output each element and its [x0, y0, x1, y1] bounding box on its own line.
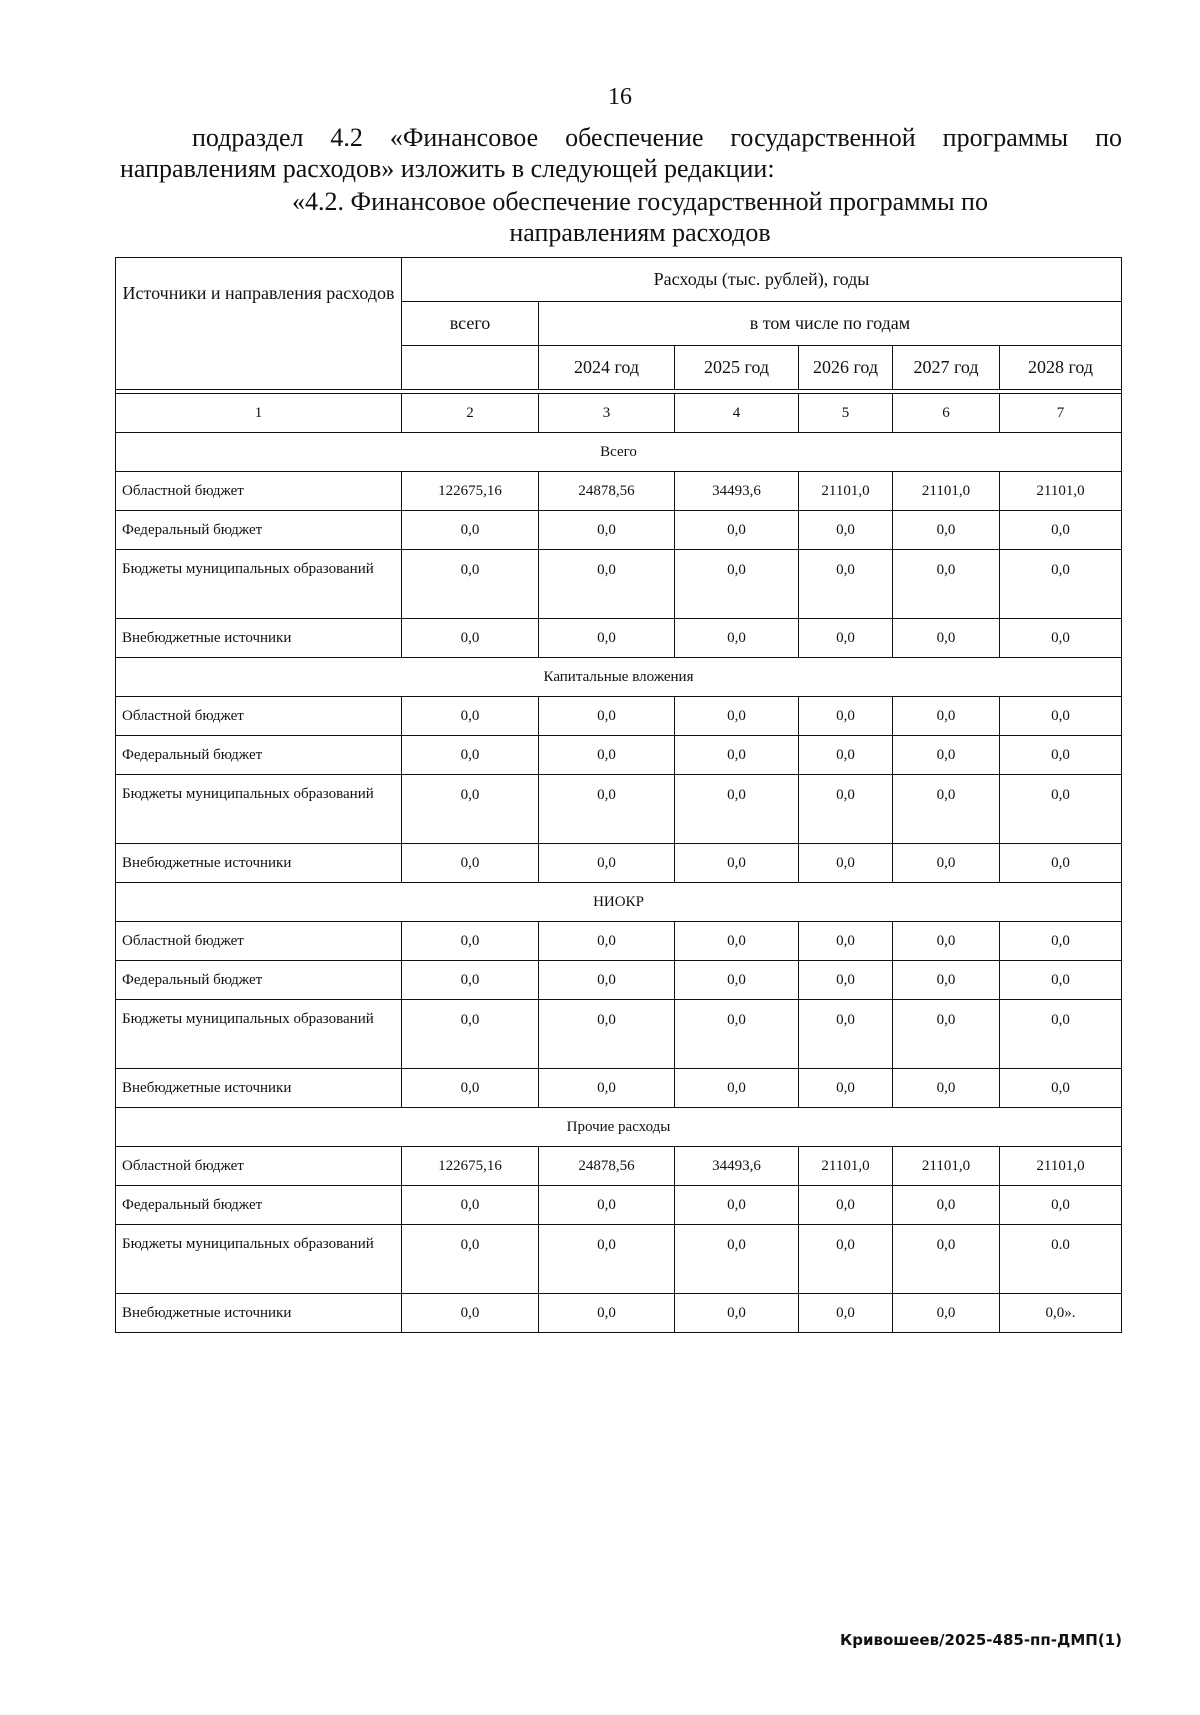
row-value: 0,0 [1000, 550, 1122, 619]
row-value: 0,0 [539, 961, 675, 1000]
group-header-row [116, 658, 1122, 697]
row-value: 0,0 [1000, 1186, 1122, 1225]
row-value: 0,0 [402, 511, 539, 550]
row-value: 0,0 [675, 1186, 799, 1225]
row-value: 0,0 [799, 844, 893, 883]
row-value: 0,0 [893, 1069, 1000, 1108]
table-row [116, 697, 1122, 736]
table-row [116, 1186, 1122, 1225]
intro-paragraph [120, 122, 1122, 184]
row-value: 21101,0 [799, 472, 893, 511]
row-label: Внебюджетные источники [116, 619, 402, 658]
header-year: 2028 год [1000, 346, 1122, 390]
row-value: 0,0 [799, 1069, 893, 1108]
row-value: 0.0 [1000, 1225, 1122, 1294]
row-value: 0,0 [539, 697, 675, 736]
document-code: Кривошеев/2025-485-пп-ДМП(1) [839, 1631, 1122, 1649]
row-value: 0,0 [893, 1294, 1000, 1333]
row-value: 0,0 [1000, 775, 1122, 844]
row-value: 0,0 [675, 550, 799, 619]
table-row [116, 736, 1122, 775]
row-value: 0,0 [402, 961, 539, 1000]
group-header-row [116, 433, 1122, 472]
table-row [116, 922, 1122, 961]
section-title-line-1: «4.2. Финансовое обеспечение государственной программы по [292, 187, 988, 216]
row-value: 0,0 [675, 775, 799, 844]
group-header-row [116, 1108, 1122, 1147]
row-value: 0,0 [799, 736, 893, 775]
row-value: 0,0 [1000, 922, 1122, 961]
group-title: Всего [116, 433, 1122, 472]
row-value: 0,0 [402, 736, 539, 775]
table-row [116, 619, 1122, 658]
row-value: 0,0 [799, 1000, 893, 1069]
row-value: 0,0 [402, 1069, 539, 1108]
row-value: 0,0 [402, 844, 539, 883]
row-value: 0,0 [799, 1186, 893, 1225]
row-value: 21101,0 [893, 472, 1000, 511]
row-value: 0,0 [893, 550, 1000, 619]
header-year: 2026 год [799, 346, 893, 390]
group-title: НИОКР [116, 883, 1122, 922]
row-label: Федеральный бюджет [116, 961, 402, 1000]
row-value: 0,0 [1000, 961, 1122, 1000]
row-value: 0,0 [893, 844, 1000, 883]
row-value: 0,0 [539, 1225, 675, 1294]
column-number: 6 [893, 394, 1000, 433]
header-year: 2025 год [675, 346, 799, 390]
row-value: 0,0 [893, 961, 1000, 1000]
row-value: 0,0 [675, 697, 799, 736]
row-label: Внебюджетные источники [116, 844, 402, 883]
row-value: 0,0 [893, 697, 1000, 736]
row-label: Бюджеты муниципальных образований [116, 1000, 402, 1069]
row-value: 0,0 [675, 1225, 799, 1294]
row-value: 0,0 [539, 1294, 675, 1333]
table-row [116, 511, 1122, 550]
row-value: 0,0 [539, 550, 675, 619]
row-value: 0,0 [675, 961, 799, 1000]
row-value: 0,0 [1000, 736, 1122, 775]
row-value: 0,0 [893, 619, 1000, 658]
row-value: 0,0 [675, 619, 799, 658]
table-row [116, 1225, 1122, 1294]
row-value: 0,0 [675, 1069, 799, 1108]
header-total-spacer [402, 346, 539, 390]
row-value: 0,0 [893, 1186, 1000, 1225]
row-value: 0,0 [799, 775, 893, 844]
row-value: 0,0 [675, 1294, 799, 1333]
row-value: 0,0 [402, 922, 539, 961]
header-year: 2027 год [893, 346, 1000, 390]
row-label: Бюджеты муниципальных образований [116, 775, 402, 844]
table-row [116, 550, 1122, 619]
header-year: 2024 год [539, 346, 675, 390]
row-value: 24878,56 [539, 1147, 675, 1186]
row-value: 0,0 [539, 1069, 675, 1108]
row-value: 122675,16 [402, 472, 539, 511]
budget-table [115, 257, 1122, 1333]
column-number-row [116, 394, 1122, 433]
row-label: Федеральный бюджет [116, 511, 402, 550]
row-value: 21101,0 [1000, 1147, 1122, 1186]
header-by-years: в том числе по годам [539, 302, 1122, 346]
group-header-row [116, 883, 1122, 922]
group-title: Капитальные вложения [116, 658, 1122, 697]
row-value: 21101,0 [893, 1147, 1000, 1186]
row-value: 0,0 [893, 1000, 1000, 1069]
row-value: 122675,16 [402, 1147, 539, 1186]
column-number: 4 [675, 394, 799, 433]
table-row [116, 961, 1122, 1000]
row-value: 0,0 [675, 736, 799, 775]
row-value: 0,0». [1000, 1294, 1122, 1333]
row-value: 0,0 [1000, 1069, 1122, 1108]
row-value: 0,0 [539, 922, 675, 961]
column-number: 3 [539, 394, 675, 433]
row-value: 0,0 [799, 922, 893, 961]
intro-text: подраздел 4.2 «Финансовое обеспечение государственной программы по направлениям расходов» изложить в следующей редакции: [120, 123, 1122, 183]
row-value: 0,0 [675, 511, 799, 550]
row-value: 21101,0 [799, 1147, 893, 1186]
row-value: 0,0 [539, 619, 675, 658]
row-value: 0,0 [402, 697, 539, 736]
column-number: 2 [402, 394, 539, 433]
row-value: 0,0 [402, 1225, 539, 1294]
group-title: Прочие расходы [116, 1108, 1122, 1147]
row-label: Внебюджетные источники [116, 1069, 402, 1108]
table-row [116, 775, 1122, 844]
header-sources: Источники и направления расходов [116, 258, 402, 390]
row-value: 0,0 [1000, 844, 1122, 883]
row-value: 21101,0 [1000, 472, 1122, 511]
page-number: 16 [608, 84, 632, 110]
section-title [200, 186, 1080, 248]
header-expenses: Расходы (тыс. рублей), годы [402, 258, 1122, 302]
row-label: Бюджеты муниципальных образований [116, 1225, 402, 1294]
table-body [116, 390, 1122, 1333]
row-value: 34493,6 [675, 1147, 799, 1186]
column-number: 1 [116, 394, 402, 433]
row-label: Областной бюджет [116, 1147, 402, 1186]
row-value: 0,0 [799, 550, 893, 619]
table-row [116, 1069, 1122, 1108]
row-label: Внебюджетные источники [116, 1294, 402, 1333]
row-value: 0,0 [799, 697, 893, 736]
row-value: 0,0 [539, 511, 675, 550]
table-row [116, 844, 1122, 883]
row-value: 0,0 [1000, 697, 1122, 736]
row-value: 0,0 [893, 775, 1000, 844]
row-label: Федеральный бюджет [116, 736, 402, 775]
row-value: 0,0 [539, 1186, 675, 1225]
row-value: 24878,56 [539, 472, 675, 511]
row-value: 0,0 [402, 1186, 539, 1225]
row-label: Федеральный бюджет [116, 1186, 402, 1225]
section-title-line-2: направлениям расходов [509, 218, 771, 247]
row-value: 34493,6 [675, 472, 799, 511]
header-total: всего [402, 302, 539, 346]
row-value: 0,0 [402, 1294, 539, 1333]
row-value: 0,0 [893, 922, 1000, 961]
row-value: 0,0 [893, 736, 1000, 775]
row-label: Бюджеты муниципальных образований [116, 550, 402, 619]
row-value: 0,0 [402, 619, 539, 658]
row-value: 0,0 [539, 736, 675, 775]
table-row [116, 1000, 1122, 1069]
row-value: 0,0 [799, 619, 893, 658]
table-row [116, 1294, 1122, 1333]
row-value: 0,0 [539, 775, 675, 844]
row-value: 0,0 [402, 1000, 539, 1069]
row-value: 0,0 [1000, 619, 1122, 658]
row-value: 0,0 [675, 922, 799, 961]
row-value: 0,0 [799, 1294, 893, 1333]
row-label: Областной бюджет [116, 697, 402, 736]
row-value: 0,0 [799, 961, 893, 1000]
row-value: 0,0 [675, 1000, 799, 1069]
row-label: Областной бюджет [116, 922, 402, 961]
row-value: 0,0 [402, 775, 539, 844]
row-value: 0,0 [799, 511, 893, 550]
row-value: 0,0 [539, 1000, 675, 1069]
row-label: Областной бюджет [116, 472, 402, 511]
table-row [116, 1147, 1122, 1186]
row-value: 0,0 [1000, 511, 1122, 550]
row-value: 0,0 [893, 511, 1000, 550]
column-number: 5 [799, 394, 893, 433]
row-value: 0,0 [893, 1225, 1000, 1294]
row-value: 0,0 [799, 1225, 893, 1294]
row-value: 0,0 [675, 844, 799, 883]
table-row [116, 472, 1122, 511]
row-value: 0,0 [402, 550, 539, 619]
column-number: 7 [1000, 394, 1122, 433]
row-value: 0,0 [539, 844, 675, 883]
row-value: 0,0 [1000, 1000, 1122, 1069]
